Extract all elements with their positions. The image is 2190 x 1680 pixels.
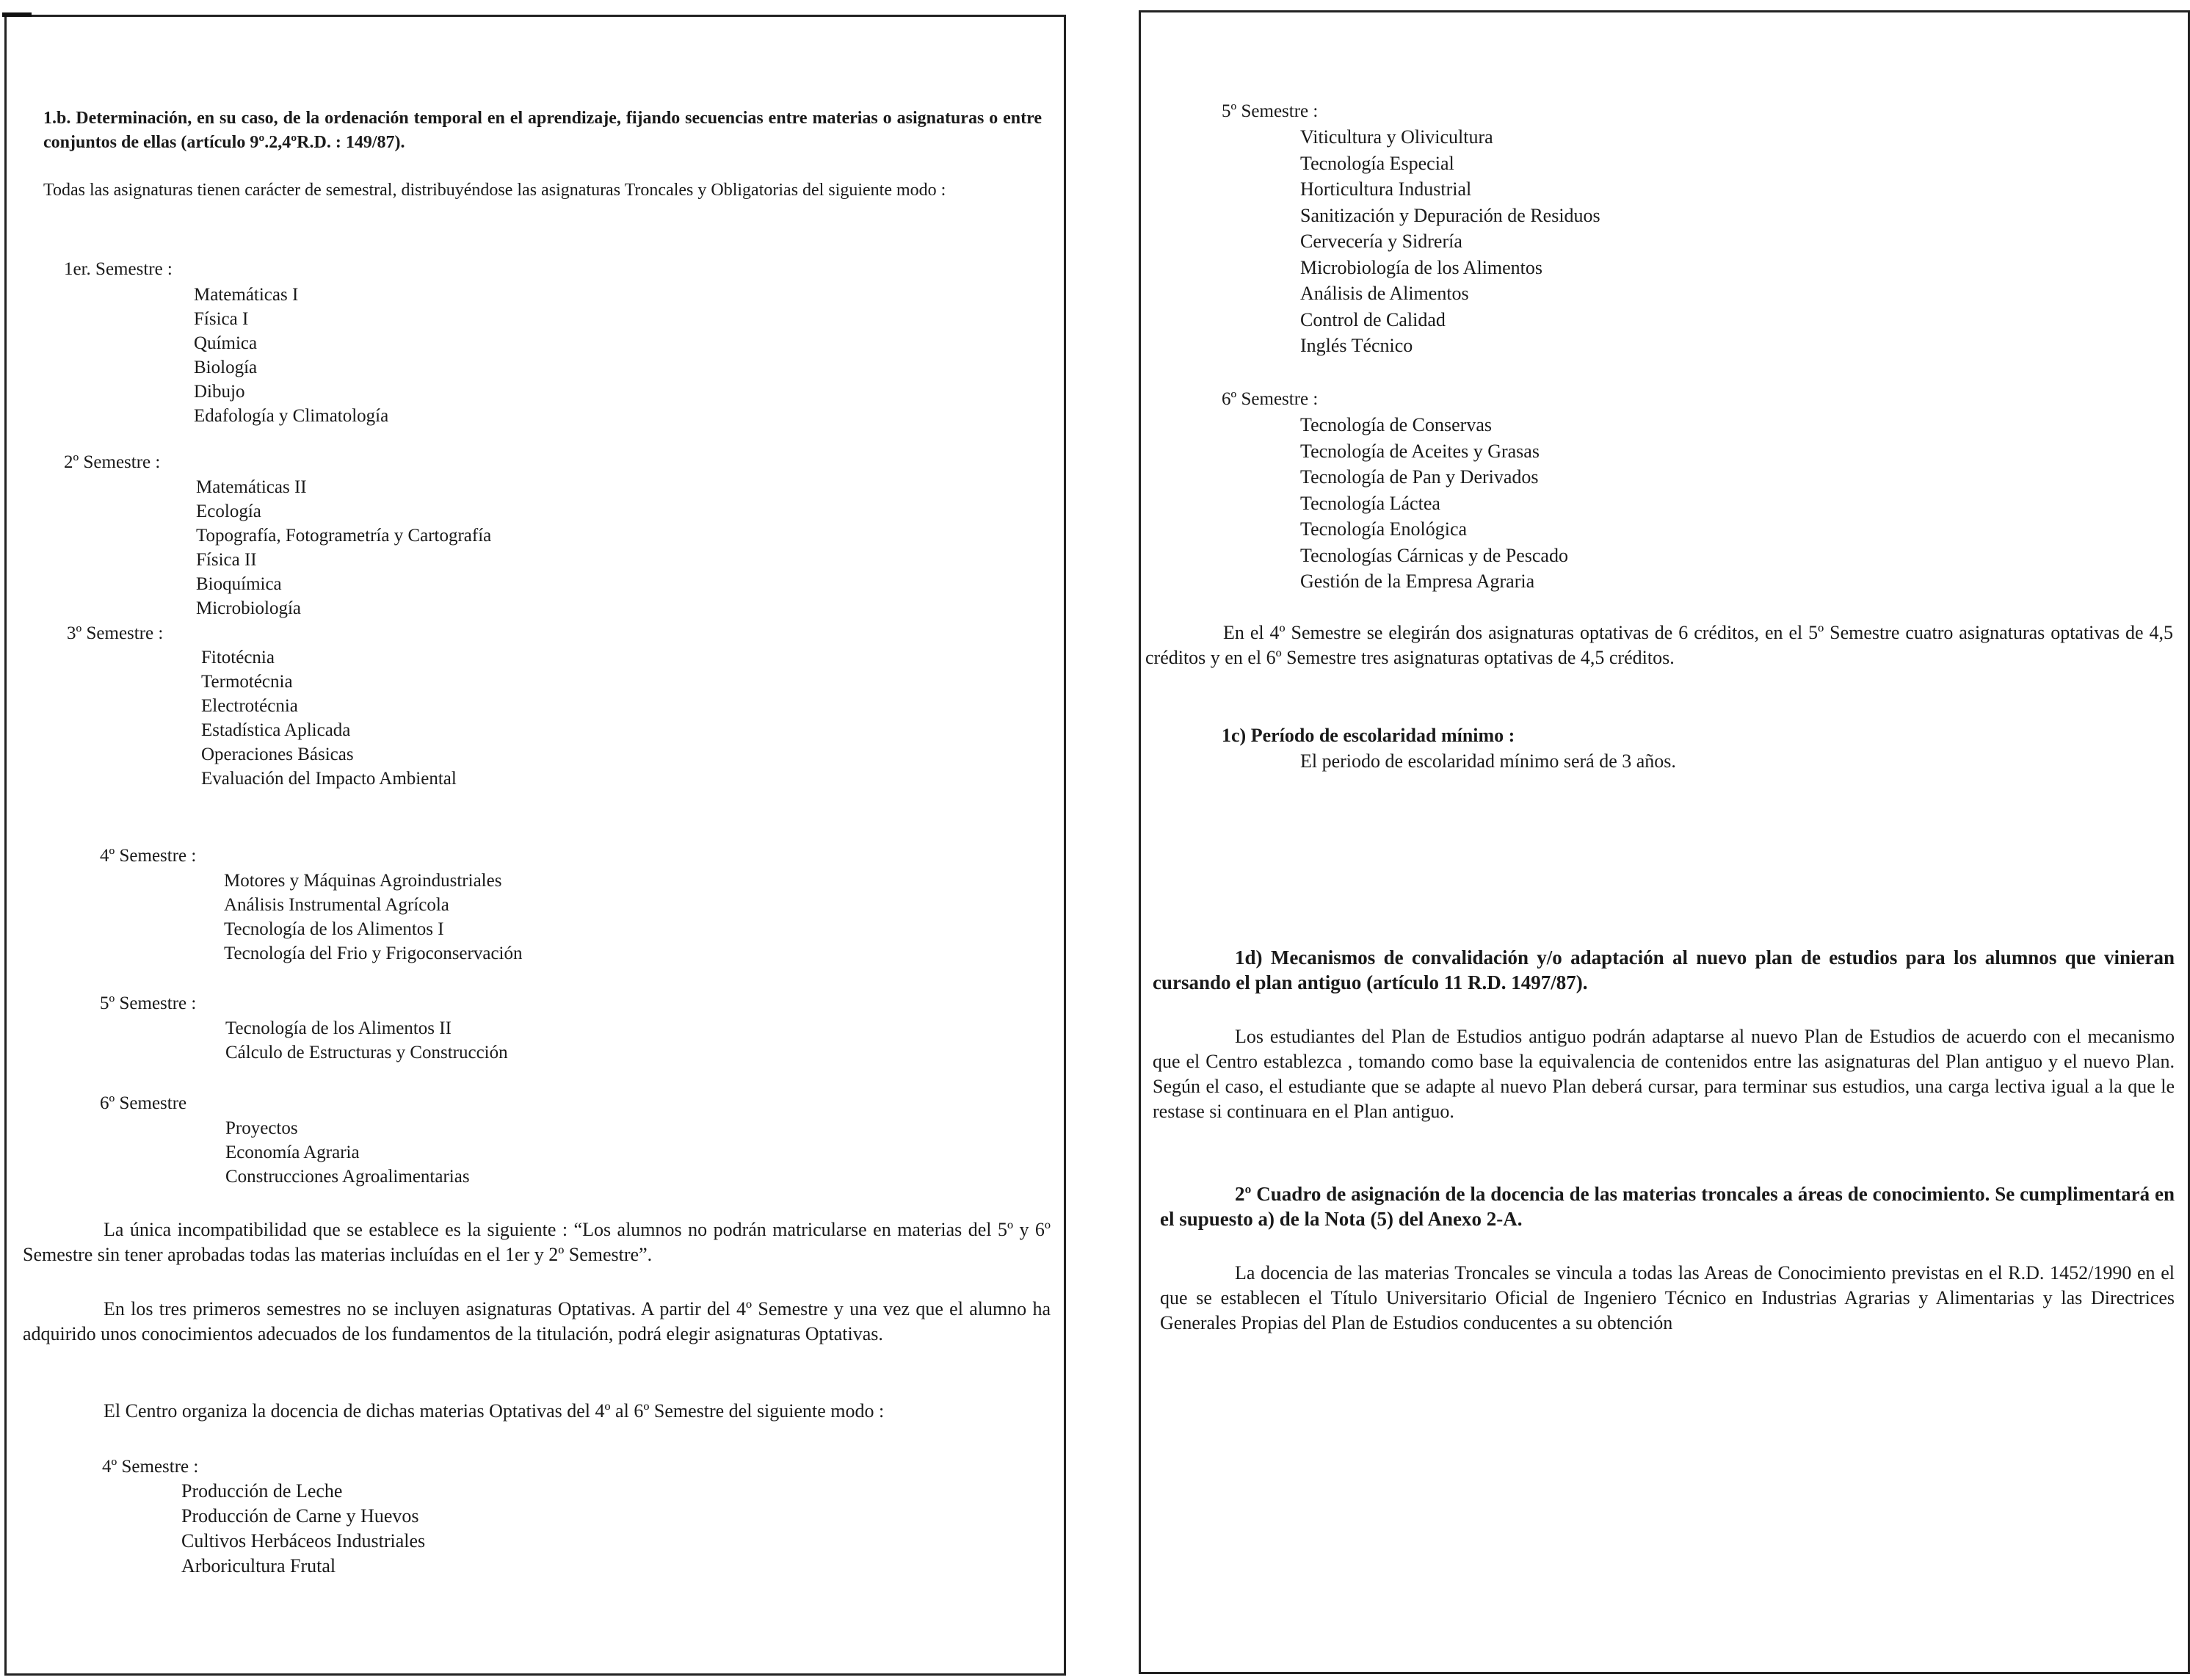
subject-item: Tecnología de Pan y Derivados <box>1300 466 1539 488</box>
subject-item: Análisis de Alimentos <box>1300 283 1469 304</box>
subject-item: Física II <box>196 550 257 570</box>
optativas-semester-4-subjects <box>181 1479 425 1579</box>
subject-item: Proyectos <box>225 1118 298 1138</box>
section-1c-heading: 1c) Período de escolaridad mínimo : <box>1222 725 1515 746</box>
semester-4-label: 4º Semestre : <box>100 846 197 866</box>
subject-item: Física I <box>194 309 249 329</box>
subject-item: Tecnología de los Alimentos II <box>225 1018 452 1038</box>
semester-5-label: 5º Semestre : <box>100 993 197 1013</box>
subject-item: Control de Calidad <box>1300 308 1446 330</box>
subject-item: Electrotécnia <box>201 696 298 716</box>
subject-item: Edafología y Climatología <box>194 406 389 426</box>
section-2-heading: 2º Cuadro de asignación de la docencia de las materias troncales a áreas de conocimiento. Se cumplimentará en el supuesto a) de la Nota (5) del Anexo 2-A. <box>1160 1183 2175 1230</box>
semester-3-label: 3º Semestre : <box>67 623 164 643</box>
subject-item: Construcciones Agroalimentarias <box>225 1167 470 1187</box>
semester-1-label: 1er. Semestre : <box>64 259 173 279</box>
subject-item: Gestión de la Empresa Agraria <box>1300 571 1535 592</box>
intro-paragraph: Todas las asignaturas tienen carácter de semestral, distribuyéndose las asignaturas Troncales y Obligatorias del siguiente modo : <box>43 181 946 200</box>
section-1d-heading: 1d) Mecanismos de convalidación y/o adaptación al nuevo plan de estudios para los alumnos que vinieran cursando el plan antiguo (artículo 11 R.D. 1497/87). <box>1153 946 2175 993</box>
scan-mark <box>2 12 32 17</box>
subject-item: Cultivos Herbáceos Industriales <box>181 1530 426 1552</box>
optativas-semester-4-label: 4º Semestre : <box>102 1457 199 1477</box>
optativas-paragraph: En los tres primeros semestres no se incluyen asignaturas Optativas. A partir del 4º Semestre y una vez que el alumno ha adquirido unos conocimientos adecuados de los fundamentos de la titulación, podrá elegir asignaturas Optativas. <box>23 1298 1051 1344</box>
subject-item: Viticultura y Olivicultura <box>1300 126 1493 148</box>
credits-paragraph: En el 4º Semestre se elegirán dos asignaturas optativas de 6 créditos, en el 5º Semestre cuatro asignaturas optativas de 4,5 créditos y en el 6º Semestre tres asignaturas optativas de 4,5 créditos. <box>1145 622 2173 668</box>
subject-item: Matemáticas II <box>196 477 307 497</box>
subject-item: Tecnología de los Alimentos I <box>224 919 444 939</box>
left-page <box>4 15 1066 1676</box>
section-1d-paragraph: Los estudiantes del Plan de Estudios antiguo podrán adaptarse al nuevo Plan de Estudios de acuerdo con el mecanismo que el Centro establezca , tomando como base la equivalencia de contenidos entre las asignaturas del Plan antiguo y el nuevo Plan. Según el caso, el estudiante que se adapte al nuevo Plan deberá cursar, para terminar sus estudios, una carga lectiva igual a la que le restase si continuara en el Plan antiguo. <box>1153 1026 2175 1122</box>
subject-item: Economía Agraria <box>225 1143 360 1162</box>
subject-item: Análisis Instrumental Agrícola <box>224 895 449 915</box>
subject-item: Operaciones Básicas <box>201 745 354 764</box>
subject-item: Matemáticas I <box>194 285 299 305</box>
subject-item: Fitotécnia <box>201 648 275 667</box>
subject-item: Motores y Máquinas Agroindustriales <box>224 871 502 891</box>
subject-item: Microbiología <box>196 598 302 618</box>
optativas-semester-5-subjects <box>1300 124 1600 359</box>
subject-item: Cervecería y Sidrería <box>1300 231 1462 252</box>
optativas-semester-6-label: 6º Semestre : <box>1222 389 1319 409</box>
subject-item: Estadística Aplicada <box>201 720 351 740</box>
subject-item: Producción de Carne y Huevos <box>181 1505 419 1527</box>
subject-item: Evaluación del Impacto Ambiental <box>201 769 457 789</box>
subject-item: Tecnología Especial <box>1300 152 1454 174</box>
right-page <box>1139 10 2190 1674</box>
semester-1-subjects <box>194 283 388 428</box>
subject-item: Producción de Leche <box>181 1480 343 1502</box>
section-2-paragraph: La docencia de las materias Troncales se vincula a todas las Areas de Conocimiento previstas en el R.D. 1452/1990 en el que se establecen el Título Universitario Oficial de Ingeniero Técnico en Industrias Agrarias y Alimentarias y las Directrices Generales Propias del Plan de Estudios conducentes a su obtención <box>1160 1262 2175 1333</box>
section-1c-text: El periodo de escolaridad mínimo será de 3 años. <box>1300 750 1676 772</box>
incompatibility-paragraph: La única incompatibilidad que se establece es la siguiente : “Los alumnos no podrán matricularse en materias del 5º y 6º Semestre sin tener aprobadas todas las materias incluídas en el 1er y 2º Semestre”. <box>23 1219 1051 1265</box>
subject-item: Ecología <box>196 502 261 521</box>
semester-6-label: 6º Semestre <box>100 1093 187 1113</box>
subject-item: Química <box>194 333 258 353</box>
semester-3-subjects <box>201 645 457 791</box>
subject-item: Topografía, Fotogrametría y Cartografía <box>196 526 492 546</box>
subject-item: Biología <box>194 358 258 377</box>
subject-item: Tecnología del Frio y Frigoconservación <box>224 944 523 963</box>
subject-item: Cálculo de Estructuras y Construcción <box>225 1043 508 1062</box>
semester-2-subjects <box>196 475 491 620</box>
subject-item: Tecnologías Cárnicas y de Pescado <box>1300 544 1568 566</box>
optativas-semester-5-label: 5º Semestre : <box>1222 101 1319 121</box>
subject-item: Sanitización y Depuración de Residuos <box>1300 204 1600 226</box>
subject-item: Tecnología Enológica <box>1300 518 1468 540</box>
section-1b-heading: 1.b. Determinación, en su caso, de la ordenación temporal en el aprendizaje, fijando secuencias entre materias o asignaturas o entre conjuntos de ellas (artículo 9º.2,4ºR.D. : 149/87). <box>43 109 1042 152</box>
semester-5-subjects <box>225 1016 508 1065</box>
subject-item: Tecnología Láctea <box>1300 492 1440 514</box>
centro-paragraph: El Centro organiza la docencia de dichas materias Optativas del 4º al 6º Semestre del siguiente modo : <box>104 1400 885 1422</box>
subject-item: Horticultura Industrial <box>1300 178 1472 200</box>
subject-item: Termotécnia <box>201 672 293 692</box>
semester-2-label: 2º Semestre : <box>64 452 161 472</box>
subject-item: Arboricultura Frutal <box>181 1555 336 1576</box>
subject-item: Bioquímica <box>196 574 282 594</box>
subject-item: Inglés Técnico <box>1300 335 1413 356</box>
semester-6-subjects <box>225 1116 470 1189</box>
subject-item: Microbiología de los Alimentos <box>1300 256 1543 278</box>
subject-item: Dibujo <box>194 382 245 402</box>
semester-4-subjects <box>224 869 522 966</box>
optativas-semester-6-subjects <box>1300 412 1568 595</box>
subject-item: Tecnología de Conservas <box>1300 414 1492 435</box>
subject-item: Tecnología de Aceites y Grasas <box>1300 440 1540 462</box>
